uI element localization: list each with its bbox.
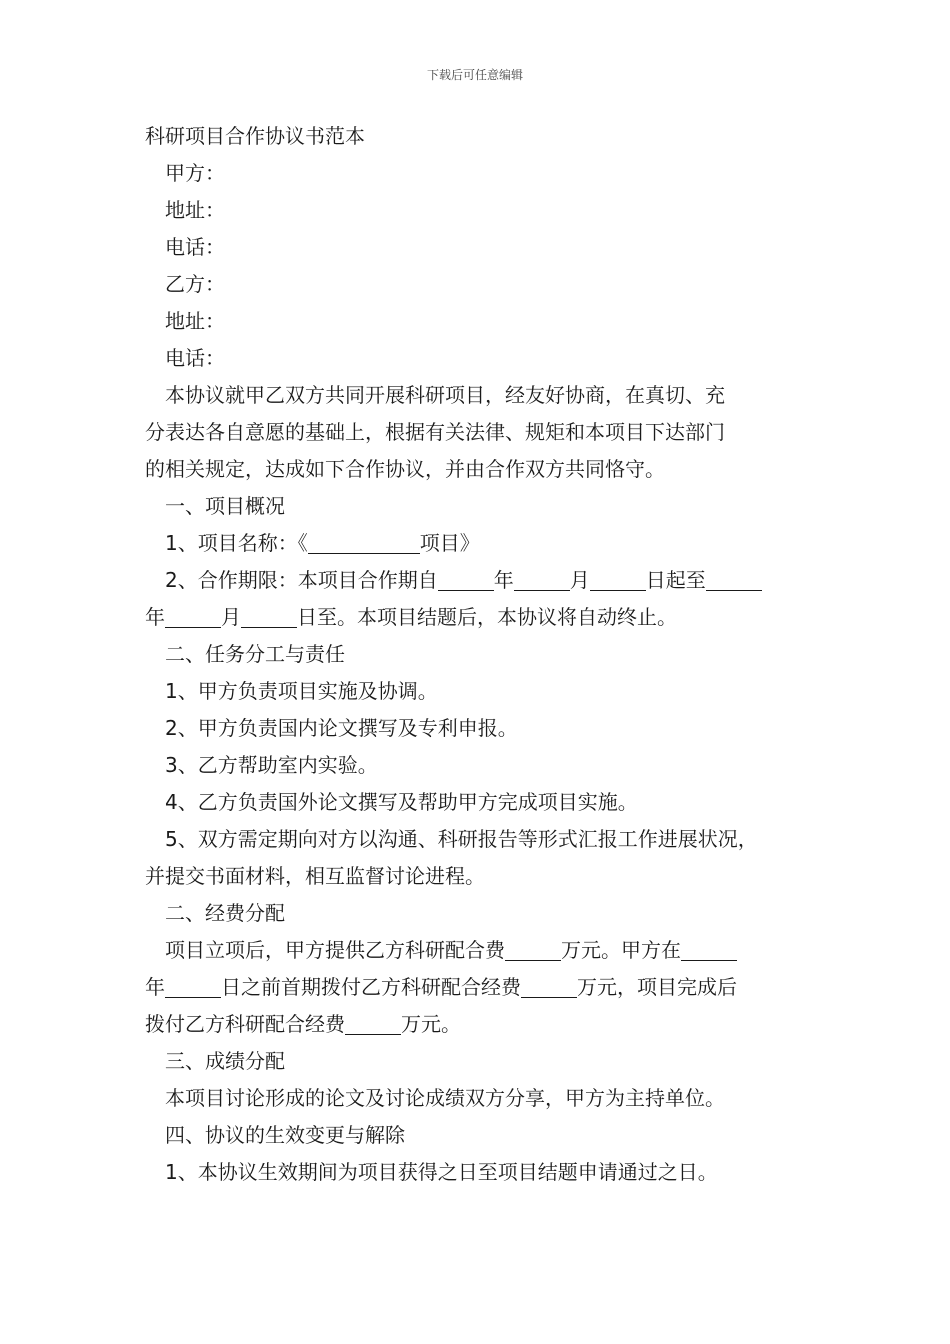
task-item: 3、乙方帮助室内实验。	[165, 753, 378, 777]
funding-text: 项目立项后，甲方提供乙方科研配合费	[165, 938, 505, 962]
section-heading-results: 三、成绩分配	[165, 1049, 285, 1073]
validity-item: 1、本协议生效期间为项目获得之日至项目结题申请通过之日。	[165, 1160, 718, 1184]
blank-start-year	[438, 567, 494, 591]
blank-end-month	[165, 604, 221, 628]
period-prefix: 2、合作期限：本项目合作期自	[165, 568, 438, 592]
funding-text: 万元。	[401, 1012, 461, 1036]
party-a-address: 地址：	[165, 198, 225, 222]
task-item-continued: 并提交书面材料，相互监督讨论进程。	[145, 864, 485, 888]
blank-amount-first	[521, 974, 577, 998]
month-text: 月	[221, 605, 241, 629]
section-heading-validity: 四、协议的生效变更与解除	[165, 1123, 405, 1147]
blank-year	[681, 937, 737, 961]
party-a-phone: 电话：	[165, 235, 225, 259]
page-header: 下载后可任意编辑	[426, 68, 523, 82]
period-line	[145, 562, 825, 599]
section-heading-overview: 一、项目概况	[165, 494, 285, 518]
party-b-phone: 电话：	[165, 346, 225, 370]
funding-text: 万元，项目完成后	[577, 975, 737, 999]
period-end-text: 日至。本项目结题后，本协议将自动终止。	[297, 605, 677, 629]
blank-amount-total	[505, 937, 561, 961]
project-name-line	[145, 525, 825, 562]
blank-amount-final	[345, 1011, 401, 1035]
blank-end-year-start	[706, 567, 762, 591]
section-heading-funding: 二、经费分配	[165, 901, 285, 925]
project-name-suffix: 项目》	[419, 531, 480, 555]
task-item: 2、甲方负责国内论文撰写及专利申报。	[165, 716, 518, 740]
month-text: 月	[569, 568, 590, 592]
section-heading-tasks: 二、任务分工与责任	[165, 642, 345, 666]
blank-start-day	[590, 567, 646, 591]
results-body: 本项目讨论形成的论文及讨论成绩双方分享，甲方为主持单位。	[165, 1086, 725, 1110]
funding-text: 万元。甲方在	[561, 938, 681, 962]
party-a-label: 甲方：	[165, 161, 225, 185]
party-b-label: 乙方：	[165, 272, 225, 296]
blank-start-month	[514, 567, 570, 591]
task-item: 1、甲方负责项目实施及协调。	[165, 679, 438, 703]
preamble-line: 本协议就甲乙双方共同开展科研项目，经友好协商，在真切、充	[165, 383, 725, 407]
funding-text: 日之前首期拨付乙方科研配合经费	[221, 975, 521, 999]
year-text: 年	[145, 605, 165, 629]
party-b-address: 地址：	[165, 309, 225, 333]
task-item: 5、双方需定期向对方以沟通、科研报告等形式汇报工作进展状况，	[165, 827, 758, 851]
funding-text: 拨付乙方科研配合经费	[145, 1012, 345, 1036]
year-text: 年	[145, 975, 165, 999]
preamble-line: 的相关规定，达成如下合作协议，并由合作双方共同恪守。	[145, 457, 665, 481]
document-title: 科研项目合作协议书范本	[145, 124, 365, 148]
project-name-prefix: 1、项目名称：《	[165, 531, 308, 555]
blank-end-day	[241, 604, 297, 628]
task-item: 4、乙方负责国外论文撰写及帮助甲方完成项目实施。	[165, 790, 638, 814]
funding-line	[145, 969, 825, 1006]
day-from-text: 日起至	[645, 568, 706, 592]
document-body	[145, 118, 825, 1191]
period-line-2	[145, 599, 825, 636]
preamble-line: 分表达各自意愿的基础上，根据有关法律、规矩和本项目下达部门	[145, 420, 725, 444]
project-name-blank	[308, 530, 420, 554]
funding-line	[145, 1006, 825, 1043]
blank-day	[165, 974, 221, 998]
funding-line	[145, 932, 825, 969]
year-text: 年	[493, 568, 514, 592]
